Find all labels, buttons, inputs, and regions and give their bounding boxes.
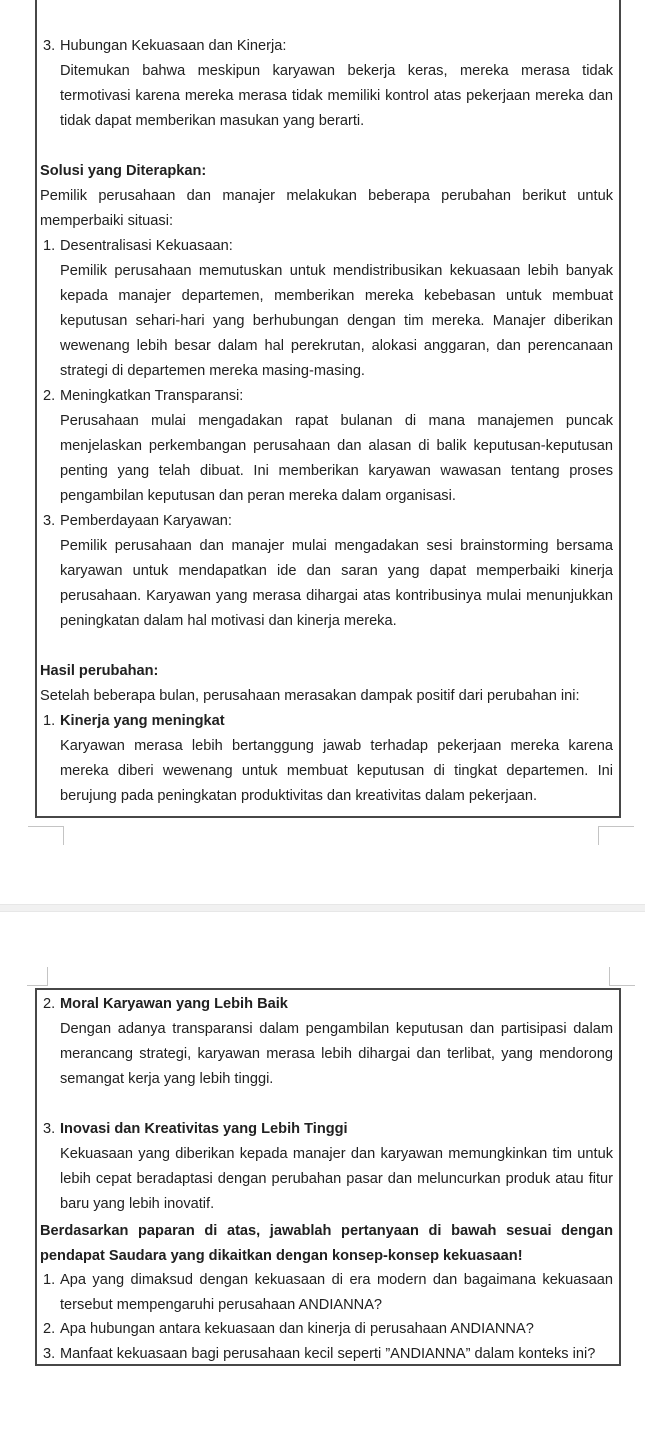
page-2-table-cell-results	[35, 988, 621, 1218]
hasil-intro: Setelah beberapa bulan, perusahaan merasakan dampak positif dari perubahan ini:	[40, 688, 580, 704]
list-number: 1.	[43, 713, 56, 729]
page2-top-right-margin-mark	[609, 967, 635, 986]
list-item-body: Pemilik perusahaan memutuskan untuk mendistribusikan kekuasaan lebih banyak kepada manajer departemen, memberikan mereka kebebasan untuk membuat keputusan sehari-hari yang berhubungan dengan tim mereka. Manajer diberikan wewenang lebih besar dalam hal perekrutan, alokasi anggaran, dan perencanaan strategi di departemen mereka masing-masing.	[60, 263, 613, 379]
page-1-table-cell	[35, 0, 621, 818]
question-text: Apa hubungan antara kekuasaan dan kinerja di perusahaan ANDIANNA?	[60, 1321, 534, 1338]
question-item-3	[40, 1342, 613, 1367]
list-number: 3.	[43, 1121, 56, 1137]
list-item-moral-karyawan	[40, 992, 613, 1092]
list-item-pemberdayaan	[40, 509, 613, 634]
list-item-body: Kekuasaan yang diberikan kepada manajer dan karyawan memungkinkan tim untuk lebih cepat beradaptasi dengan perubahan pasar dan meluncurkan produk atau fitur baru yang lebih inovatif.	[60, 1146, 613, 1212]
question-item-2	[40, 1317, 613, 1342]
list-number: 2.	[43, 1321, 56, 1338]
list-item-body: Karyawan merasa lebih bertanggung jawab terhadap pekerjaan mereka karena mereka diberi wewenang untuk membuat keputusan di tingkat departemen. Ini berujung pada peningkatan produktivitas dan kreativitas dalam pekerjaan.	[60, 738, 613, 804]
heading-hasil: Hasil perubahan:	[40, 663, 159, 679]
page2-top-left-margin-mark	[27, 967, 48, 986]
list-number: 2.	[43, 996, 56, 1012]
list-number: 3.	[43, 513, 56, 529]
question-item-1	[40, 1268, 613, 1317]
list-item-title: Kinerja yang meningkat	[60, 713, 225, 729]
blank-line	[40, 634, 613, 659]
list-item-title: Hubungan Kekuasaan dan Kinerja:	[60, 38, 287, 54]
question-text: Apa yang dimaksud dengan kekuasaan di era modern dan bagaimana kekuasaan tersebut mempengaruhi perusahaan ANDIANNA?	[60, 1272, 613, 1313]
list-item-inovasi-kreativitas	[40, 1117, 613, 1217]
page1-bottom-left-margin-mark	[28, 826, 64, 845]
list-item-title: Moral Karyawan yang Lebih Baik	[60, 996, 288, 1012]
list-number: 2.	[43, 388, 56, 404]
page-break-separator	[0, 904, 645, 912]
list-item-body: Dengan adanya transparansi dalam pengambilan keputusan dan partisipasi dalam merancang strategi, karyawan merasa lebih dihargai dan terlibat, yang mendorong semangat kerja yang lebih tinggi.	[60, 1021, 613, 1087]
heading-solusi: Solusi yang Diterapkan:	[40, 163, 207, 179]
list-number: 3.	[43, 1345, 56, 1362]
list-item-body: Pemilik perusahaan dan manajer mulai mengadakan sesi brainstorming bersama karyawan untuk mendapatkan ide dan saran yang dapat memperbaiki kinerja perusahaan. Karyawan yang merasa dihargai atas kontribusinya mulai menunjukkan peningkatan dalam hal motivasi dan kinerja mereka.	[60, 538, 613, 629]
list-item-title: Desentralisasi Kekuasaan:	[60, 238, 233, 254]
question-text: Manfaat kekuasaan bagi perusahaan kecil seperti ”ANDIANNA” dalam konteks ini?	[60, 1345, 596, 1362]
list-item-title: Pemberdayaan Karyawan:	[60, 513, 232, 529]
list-item-desentralisasi	[40, 234, 613, 384]
blank-line	[40, 1092, 613, 1117]
list-item-body: Perusahaan mulai mengadakan rapat bulanan di mana manajemen puncak menjelaskan perkembangan perusahaan dan alasan di balik keputusan-keputusan penting yang telah dibuat. Ini memberikan karyawan wawasan tentang proses pengambilan keputusan dan peran mereka dalam organisasi.	[60, 413, 613, 504]
page1-bottom-right-margin-mark	[598, 826, 634, 845]
list-number: 1.	[43, 238, 56, 254]
list-item-kinerja-meningkat	[40, 709, 613, 809]
list-item-transparansi	[40, 384, 613, 509]
list-item-title: Inovasi dan Kreativitas yang Lebih Tinggi	[60, 1121, 348, 1137]
list-number: 1.	[43, 1272, 56, 1289]
solusi-intro: Pemilik perusahaan dan manajer melakukan beberapa perubahan berikut untuk memperbaiki situasi:	[40, 188, 613, 229]
list-item-title: Meningkatkan Transparansi:	[60, 388, 244, 404]
list-item-body: Ditemukan bahwa meskipun karyawan bekerja keras, mereka merasa tidak termotivasi karena mereka merasa tidak memiliki kontrol atas pekerjaan mereka dan tidak dapat memberikan masukan yang berarti.	[60, 63, 613, 129]
list-item-power-performance	[40, 34, 613, 134]
page-2-table-cell-questions	[35, 1216, 621, 1366]
blank-line	[40, 134, 613, 159]
questions-instruction: Berdasarkan paparan di atas, jawablah pertanyaan di bawah sesuai dengan pendapat Saudara yang dikaitkan dengan konsep-konsep kekuasaan!	[40, 1223, 613, 1264]
list-number: 3.	[43, 38, 56, 54]
